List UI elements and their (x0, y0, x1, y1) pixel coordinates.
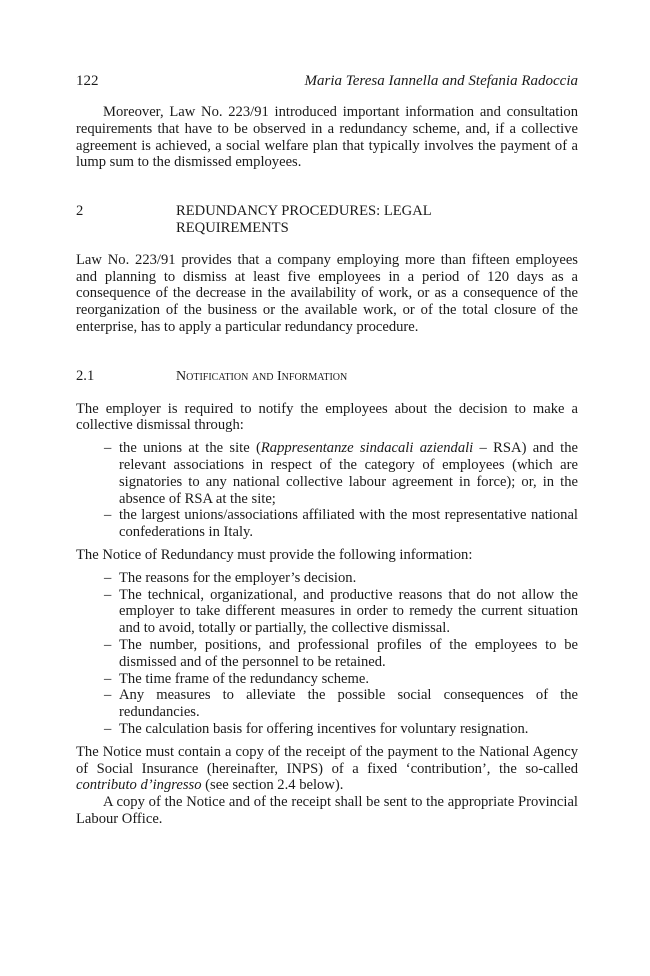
section-number: 2 (76, 203, 84, 220)
list-dash: – (104, 507, 112, 524)
list-dash: – (104, 670, 112, 687)
list-item (76, 721, 578, 738)
subsection-number: 2.1 (76, 367, 95, 384)
list-dash: – (104, 586, 112, 603)
list-item-text: The number, positions, and professional profiles of the employees to be dismissed and of the personnel to be retained. (119, 636, 578, 670)
section-title: REDUNDANCY PROCEDURES: LEGAL REQUIREMENTS (176, 203, 432, 236)
receipt-paragraph (76, 744, 578, 794)
notice-list (76, 570, 578, 738)
list-item (76, 671, 578, 688)
list-item-text: the unions at the site ( (119, 440, 261, 457)
subsection-title: Notification and Information (176, 368, 348, 384)
notify-lead-paragraph: The employer is required to notify the employees about the decision to make a collective dismissal through: (76, 400, 578, 434)
page-body (76, 72, 578, 828)
list-dash: – (104, 569, 112, 586)
list-item-text-tail: – RSA) and the relevant associations in respect of the category of employees (which are signatories to any national collective labour agreement in force); or, in the absence of RSA at the site; (119, 440, 578, 507)
list-item-text: The time frame of the redundancy scheme. (119, 670, 370, 687)
list-item-text: the largest unions/associations affiliated with the most representative national confederations in Italy. (119, 507, 578, 541)
list-item (76, 587, 578, 637)
list-item (76, 507, 578, 541)
notice-lead-paragraph: The Notice of Redundancy must provide the following information: (76, 546, 473, 563)
list-item (76, 570, 578, 587)
subsection-heading (76, 368, 578, 386)
notify-list (76, 440, 578, 541)
receipt-text-tail: (see section 2.4 below). (201, 777, 344, 794)
list-item-italic: Rappresentanze sindacali aziendali (260, 440, 474, 457)
list-dash: – (104, 687, 112, 704)
running-head-authors: Maria Teresa Iannella and Stefania Radoccia (304, 73, 578, 89)
receipt-italic-term: contributo d’ingresso (76, 777, 202, 794)
list-dash: – (104, 440, 112, 457)
list-dash: – (104, 720, 112, 737)
list-item (76, 637, 578, 671)
receipt-text: The Notice must contain a copy of the receipt of the payment to the National Agency of Social Insurance (hereinafter, INPS) of a fixed ‘contribution’, the so-called (76, 743, 578, 777)
copy-paragraph: A copy of the Notice and of the receipt shall be sent to the appropriate Provincial Labour Office. (76, 794, 578, 827)
section-paragraph: Law No. 223/91 provides that a company employing more than fifteen employees and planning to dismiss at least five employees in a period of 120 days as a consequence of the decrease in the availability of work, or as a consequence of the reorganization of the business or the available work, or of the total closure of the enterprise, has to apply a particular redundancy procedure. (76, 251, 578, 335)
list-item-text: The calculation basis for offering incentives for voluntary resignation. (119, 720, 529, 737)
page-number: 122 (76, 73, 99, 89)
intro-paragraph: Moreover, Law No. 223/91 introduced important information and consultation requirements that have to be observed in a redundancy scheme, and, if a collective agreement is achieved, a social welfare plan that typically involves the payment of a lump sum to the dismissed employees. (76, 104, 578, 171)
list-item-text: Any measures to alleviate the possible social consequences of the redundancies. (119, 687, 578, 721)
list-dash: – (104, 636, 112, 653)
running-head (76, 72, 578, 90)
list-item (76, 687, 578, 721)
list-item-text: The technical, organizational, and productive reasons that do not allow the employer to take different measures in order to remedy the current situation and to avoid, totally or partially, the collective dismissal. (119, 586, 578, 637)
list-item (76, 440, 578, 507)
section-heading (76, 203, 578, 237)
list-item-text: The reasons for the employer’s decision. (119, 569, 357, 586)
